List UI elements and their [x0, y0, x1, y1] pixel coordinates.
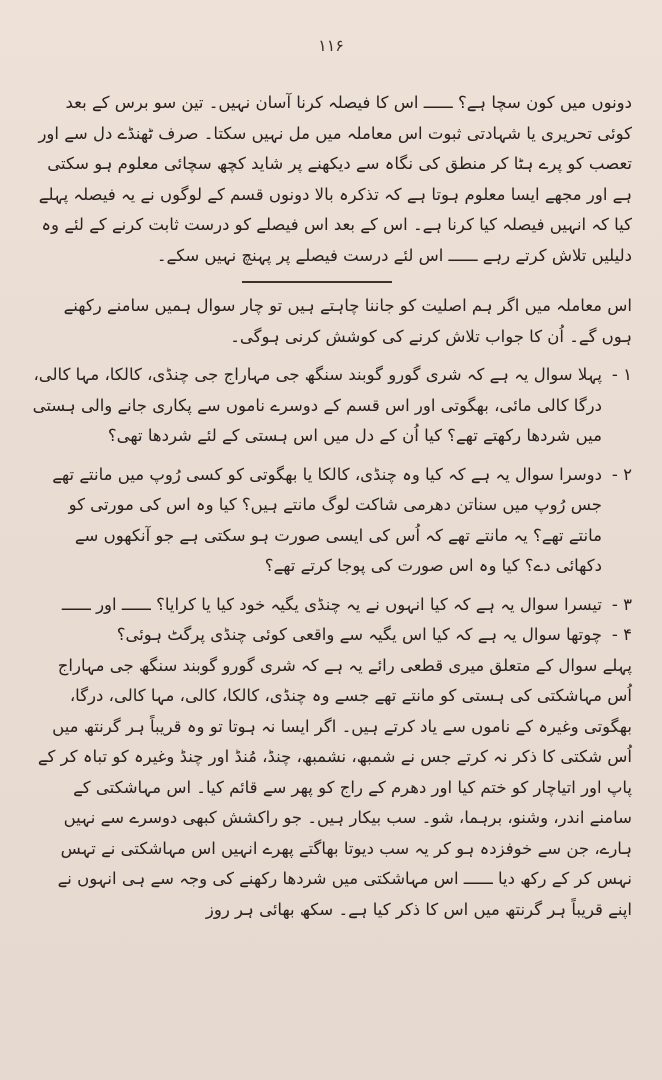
page-body: [32, 88, 632, 925]
question-number: ۱ -: [611, 365, 632, 384]
question-item: [32, 590, 632, 621]
question-number: ۳ -: [611, 594, 632, 614]
question-item: [32, 620, 632, 651]
paragraph-opening: دونوں میں کون سچا ہے؟ ــــــ اس کا فیصلہ کرنا آسان نہیں۔ تین سو برس کے بعد کوئی تحریری یا شہادتی ثبوت اس معاملہ میں مل نہیں سکتا۔ صرف ٹھنڈے دل سے اور تعصب کو پرے ہٹا کر منطق کی نگاہ سے دیکھنے پر شاید کچھ سچائی معلوم ہو سکتی ہے اور مجھے ایسا معلوم ہوتا ہے کہ تذکرہ بالا دونوں قسم کے لوگوں نے یہ فیصلہ پہلے کیا کہ انہیں فیصلہ کیا کرنا ہے۔ اس کے بعد اس فیصلے کو درست ثابت کرنے کے لئے وہ دلیلیں تلاش کرتے رہے ــــــ اس لئے درست فیصلے پر پہنچ نہیں سکے۔: [38, 93, 632, 265]
question-text: چوتھا سوال یہ ہے کہ کیا اس یگیہ سے واقعی کوئی چنڈی پرگٹ ہوئی؟: [116, 625, 602, 644]
question-number: ۴ -: [611, 625, 632, 644]
page-number: ۱۱۶: [318, 36, 344, 55]
question-text: پہلا سوال یہ ہے کہ شری گورو گوبند سنگھ جی مہاراج جی چنڈی، کالکا، مہا کالی، درگا کالی مائی، بھگوتی اور اس قسم کے دوسرے ناموں سے پکاری جانے والی ہستی میں شردھا رکھتے تھے؟ کیا اُن کے دل میں اس ہستی کے لئے شردھا تھی؟: [32, 365, 602, 445]
question-text: دوسرا سوال یہ ہے کہ کیا وہ چنڈی، کالکا یا بھگوتی کو کسی رُوپ میں مانتے تھے جس رُوپ میں سناتن دھرمی شاکت لوگ مانتے ہیں؟ کیا وہ اس کی مورتی کو مانتے تھے؟ یہ مانتے تھے کہ اُس کی ایسی صورت ہو سکتی ہے جو آنکھوں سے دکھائی دے؟ کیا وہ اس صورت کی پوجا کرتے تھے؟: [52, 464, 602, 575]
question-item: [32, 460, 632, 582]
paragraph-questions-intro: اس معاملہ میں اگر ہم اصلیت کو جاننا چاہتے ہیں تو چار سوال ہمیں سامنے رکھنے ہوں گے۔ اُن کا جواب تلاش کرنے کی کوشش کرنی ہوگی۔: [63, 296, 632, 346]
section-divider: [242, 281, 392, 283]
question-item: [32, 360, 632, 452]
question-number: ۲ -: [611, 464, 632, 484]
paragraph-answer: پہلے سوال کے متعلق میری قطعی رائے یہ ہے کہ شری گورو گوبند سنگھ جی مہاراج اُس مہاشکتی کی ہستی کو مانتے تھے جسے وہ چنڈی، کالکا، کالی، مہا کالی، درگا، بھگوتی وغیرہ کے ناموں سے یاد کرتے ہیں۔ اگر ایسا نہ ہوتا تو وہ قریباً ہر گرنتھ میں اُس شکتی کا ذکر نہ کرتے جس نے شمبھ، نشمبھ، چنڈ، مُنڈ اور چنڈ وغیرہ کو تباہ کر کے پاپ اور اتیاچار کو ختم کیا اور دھرم کے راج کو پھر سے قائم کیا۔ اس مہاشکتی کے سامنے اندر، وشنو، برہما، شو۔ سب بیکار ہیں۔ جو راکشش کبھی دوسرے سے نہیں ہارے، جن سے خوفزدہ ہو کر یہ سب دیوتا بھاگتے پھرے انہیں اس مہاشکتی نے تہس نہس کر کے رکھ دیا ــــــ اس مہاشکتی میں شردھا رکھنے کی وجہ سے ہی انہوں نے اپنے قریباً ہر گرنتھ میں اس کا ذکر کیا ہے۔ سکھ بھائی ہر روز: [37, 655, 632, 919]
question-text: تیسرا سوال یہ ہے کہ کیا انہوں نے یہ چنڈی یگیہ خود کیا یا کرایا؟ ــــــ اور ــــــ: [61, 594, 602, 614]
